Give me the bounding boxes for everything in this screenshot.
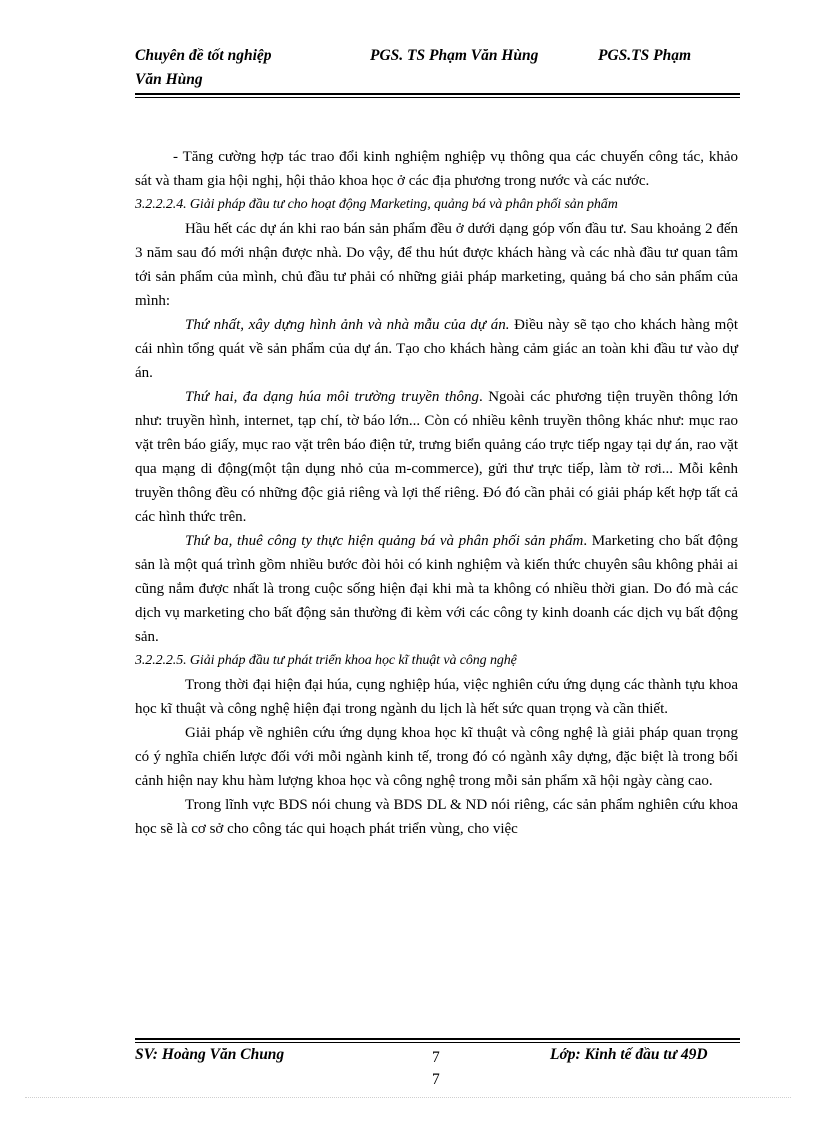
footer-rule-thin bbox=[135, 1042, 740, 1043]
paragraph-technology-solution: Giải pháp về nghiên cứu ứng dụng khoa học kĩ thuật và công nghệ là giải pháp quan trọng có ý nghĩa chiến lược đối với mỗi ngành kinh tế, trong đó có ngành xây dựng, đặc biệt là trong bối cảnh hiện nay khu hàm lượng khoa học và công nghệ trong mỗi sản phẩm xã hội ngày càng cao. bbox=[135, 725, 738, 789]
footer-rule-thick bbox=[135, 1038, 740, 1040]
footer-page-number-repeat: 7 bbox=[432, 1071, 440, 1088]
page-edge-dotted-line bbox=[25, 1097, 791, 1098]
header-rule-thick bbox=[135, 93, 740, 95]
paragraph-marketing-intro: Hầu hết các dự án khi rao bán sản phẩm đều ở dưới dạng góp vốn đầu tư. Sau khoảng 2 đến 3 năm sau đó mới nhận được nhà. Do vậy, để thu hút được khách hàng và các nhà đầu tư quan tâm tới sản phẩm của mình, chủ đầu tư phải có những giải pháp marketing, quảng bá cho sản phẩm của mình: bbox=[135, 221, 738, 309]
paragraph-third-solution bbox=[135, 529, 738, 649]
document-body bbox=[135, 145, 738, 841]
header-advisor-continued: Văn Hùng bbox=[135, 71, 203, 88]
footer-class-name: Lớp: Kinh tế đầu tư 49D bbox=[550, 1046, 708, 1063]
section-heading-marketing: 3.2.2.2.4. Giải pháp đầu tư cho hoạt động Marketing, quảng bá và phân phối sản phẩm bbox=[135, 197, 618, 212]
first-solution-lead: Thứ nhất, xây dựng hình ảnh và nhà mẫu của dự án. bbox=[185, 317, 510, 333]
header-advisor-short: PGS.TS Phạm bbox=[598, 47, 692, 64]
paragraph-first-solution bbox=[135, 313, 738, 385]
paragraph-real-estate-research: Trong lĩnh vực BDS nói chung và BDS DL & ND nói riêng, các sản phẩm nghiên cứu khoa học sẽ là cơ sở cho công tác qui hoạch phát triển vùng, cho việc bbox=[135, 797, 738, 837]
footer-page-number: 7 bbox=[432, 1049, 440, 1066]
second-solution-text: . Ngoài các phương tiện truyền thông lớn như: truyền hình, internet, tạp chí, tờ báo lớn... Còn có nhiều kênh truyền thông khác như: mục rao vặt trên báo giấy, mục rao vặt trên báo điện tử, trưng biển quảng cáo trực tiếp ngay tại dự án, rao vặt qua mạng di động(một tận dụng nhỏ của m-commerce), gửi thư trực tiếp, làm tờ rơi... Mỗi kênh truyền thông đều có những độc giả riêng và lợi thế riêng. Đó đó cần phải có giải pháp kết hợp tất cả các hình thức trên. bbox=[135, 389, 738, 525]
first-solution-text: Điều này sẽ tạo cho khách hàng một cái nhìn tổng quát về sản phẩm của dự án. Tạo cho khách hàng cảm giác an toàn khi đầu tư vào dự án. bbox=[135, 317, 738, 381]
paragraph-cooperation: - Tăng cường hợp tác trao đổi kinh nghiệm nghiệp vụ thông qua các chuyến công tác, khảo sát và tham gia hội nghị, hội thảo khoa học ở các địa phương trong nước và các nước. bbox=[135, 149, 738, 189]
header-rule-thin bbox=[135, 97, 740, 98]
second-solution-lead: Thứ hai, đa dạng húa môi trường truyền thông bbox=[185, 389, 480, 405]
header-thesis-title: Chuyên đề tốt nghiệp bbox=[135, 47, 272, 64]
footer-student-name: SV: Hoàng Văn Chung bbox=[135, 1046, 285, 1063]
third-solution-text: . Marketing cho bất động sản là một quá trình gồm nhiều bước đòi hỏi có kinh nghiệm và kiến thức chuyên sâu không phải ai cũng nắm được nhất là trong cuộc sống hiện đại khi mà ta không có nhiều thời gian. Do đó mà các dịch vụ marketing cho bất động sản thường đi kèm với các công ty kinh doanh các dịch vụ bất động sản. bbox=[135, 533, 738, 645]
paragraph-modernization: Trong thời đại hiện đại húa, cụng nghiệp húa, việc nghiên cứu ứng dụng các thành tựu khoa học kĩ thuật và công nghệ hiện đại trong ngành du lịch là hết sức quan trọng và cần thiết. bbox=[135, 677, 738, 717]
third-solution-lead: Thứ ba, thuê công ty thực hiện quảng bá và phân phối sản phẩm bbox=[185, 533, 584, 549]
paragraph-second-solution bbox=[135, 385, 738, 529]
header-advisor: PGS. TS Phạm Văn Hùng bbox=[370, 47, 539, 64]
section-heading-technology: 3.2.2.2.5. Giải pháp đầu tư phát triển khoa học kĩ thuật và công nghệ bbox=[135, 653, 517, 668]
